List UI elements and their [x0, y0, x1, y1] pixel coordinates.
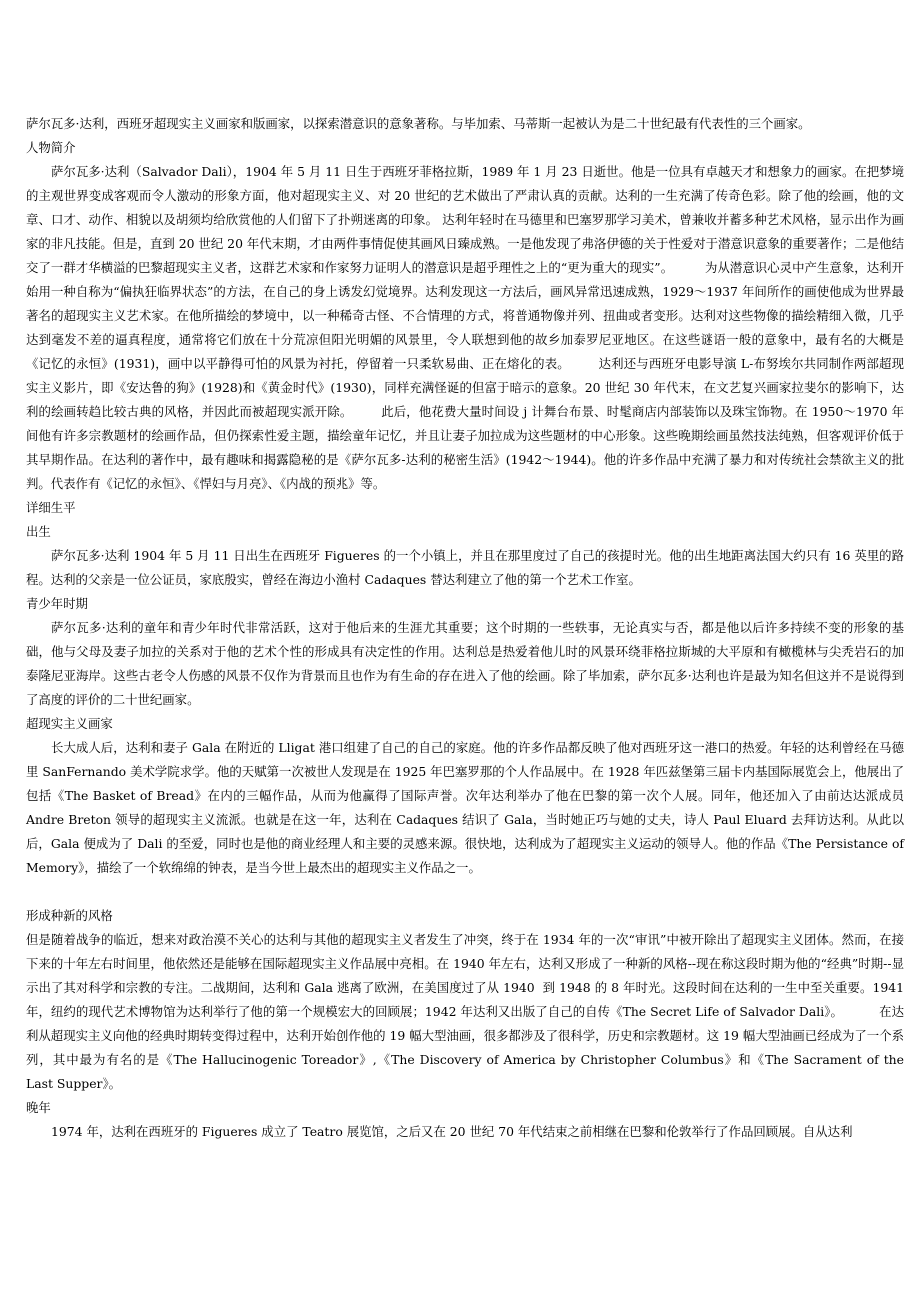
intro-paragraph: 萨尔瓦多·达利，西班牙超现实主义画家和版画家，以探索潜意识的意象著称。与毕加索、马蒂斯一起被认为是二十世纪最有代表性的三个画家。: [26, 116, 811, 131]
birth-heading: 出生: [26, 524, 51, 539]
life-heading: 详细生平: [26, 500, 76, 515]
youth-heading: 青少年时期: [26, 596, 88, 611]
spacer: [26, 880, 904, 904]
surrealist-paragraph: 长大成人后，达利和妻子 Gala 在附近的 Lligat 港口组建了自己的自己的家庭。他的许多作品都反映了他对西班牙这一港口的热爱。年轻的达利曾经在马德里 SanFernando 美术学院求学。他的天赋第一次被世人发现是在 1925 年巴塞罗那的个人作品展中。在 1928 年匹兹堡第三届卡内基国际展览会上，他展出了包括《The Basket of Bread》在内的三幅作品，从而为他赢得了国际声誉。次年达利举办了他在巴黎的第一次个人展。同年，他还加入了由前达达派成员 Andre Breton 领导的超现实主义流派。也就是在这一年，达利在 Cadaques 结识了 Gala，当时她正巧与她的丈夫，诗人 Paul Eluard 去拜访达利。从此以后，Gala 便成为了 Dali 的至爱，同时也是他的商业经理人和主要的灵感来源。很快地，达利成为了超现实主义运动的领导人。他的作品《The Persistance of Memory》，描绘了一个软绵绵的钟表，是当今世上最杰出的超现实主义作品之一。: [26, 740, 908, 875]
birth-paragraph: 萨尔瓦多·达利 1904 年 5 月 11 日出生在西班牙 Figueres 的一个小镇上，并且在那里度过了自己的孩提时光。他的出生地距离法国大约只有 16 英里的路程。达利的父亲是一位公证员，家底殷实，曾经在海边小渔村 Cadaques 替达利建立了他的第一个艺术工作室。: [26, 548, 904, 587]
profile-heading: 人物简介: [26, 140, 76, 155]
surrealist-heading: 超现实主义画家: [26, 716, 113, 731]
late-years-paragraph: 1974 年，达利在西班牙的 Figueres 成立了 Teatro 展览馆，之后又在 20 世纪 70 年代结束之前相继在巴黎和伦敦举行了作品回顾展。自从达利: [51, 1124, 853, 1139]
youth-paragraph: 萨尔瓦多·达利的童年和青少年时代非常活跃，这对于他后来的生涯尤其重要；这个时期的一些轶事，无论真实与否，都是他以后许多持续不变的形象的基础，他与父母及妻子加拉的关系对于他的艺术个性的形成具有决定性的作用。达利总是热爱着他儿时的风景环绕菲格拉斯城的大平原和有橄榄林与尖秃岩石的加泰隆尼亚海岸。这些古老令人伤感的风景不仅作为背景而且也作为有生命的存在进入了他的绘画。除了毕加索，萨尔瓦多·达利也许是最为知名但这并不是说得到了高度的评价的二十世纪画家。: [26, 620, 904, 707]
new-style-heading: 形成种新的风格: [26, 908, 113, 923]
document-body: [26, 112, 908, 1144]
late-years-heading: 晚年: [26, 1100, 51, 1115]
new-style-paragraph: 但是随着战争的临近，想来对政治漠不关心的达利与其他的超现实主义者发生了冲突，终于在 1934 年的一次“审讯”中被开除出了超现实主义团体。然而，在接下来的十年左右时间里，他依然还是能够在国际超现实主义作品展中亮相。在 1940 年左右，达利又形成了一种新的风格--现在称这段时期为他的“经典”时期--显示出了其对科学和宗教的专注。二战期间，达利和 Gala 逃离了欧洲，在美国度过了从 1940 到 1948 的 8 年时光。这段时间在达利的一生中至关重要。1941 年，纽约的现代艺术博物馆为达利举行了他的第一个规模宏大的回顾展；1942 年达利又出版了自己的自传《The Secret Life of Salvador Dali》。 在达利从超现实主义向他的经典时期转变得过程中，达利开始创作他的 19 幅大型油画，很多都涉及了很科学，历史和宗教题材。这 19 幅大型油画已经成为了一个系列，其中最为有名的是《The Hallucinogenic Toreador》,《The Discovery of America by Christopher Columbus》和《The Sacrament of the Last Supper》。: [26, 932, 908, 1091]
profile-paragraph: 萨尔瓦多·达利（Salvador Dali），1904 年 5 月 11 日生于西班牙菲格拉斯，1989 年 1 月 23 日逝世。他是一位具有卓越天才和想象力的画家。在把梦境的主观世界变成客观而令人激动的形象方面，他对超现实主义、对 20 世纪的艺术做出了严肃认真的贡献。达利的一生充满了传奇色彩。除了他的绘画，他的文章、口才、动作、相貌以及胡须均给欣赏他的人们留下了扑朔迷离的印象。 达利年轻时在马德里和巴塞罗那学习美术，曾兼收并蓄多种艺术风格，显示出作为画家的非凡技能。但是，直到 20 世纪 20 年代末期，才由两件事情促使其画风日臻成熟。一是他发现了弗洛伊德的关于性爱对于潜意识意象的重要著作；二是他结交了一群才华横溢的巴黎超现实主义者，这群艺术家和作家努力证明人的潜意识是超乎理性之上的“更为重大的现实”。 为从潜意识心灵中产生意象，达利开始用一种自称为“偏执狂临界状态”的方法，在自己的身上诱发幻觉境界。达利发现这一方法后，画风异常迅速成熟，1929～1937 年间所作的画使他成为世界最著名的超现实主义艺术家。在他所描绘的梦境中，以一种稀奇古怪、不合情理的方式，将普通物像并列、扭曲或者变形。达利对这些物像的描绘精细入微，几乎达到毫发不差的逼真程度，通常将它们放在十分荒凉但阳光明媚的风景里，令人联想到他的故乡加泰罗尼亚地区。在这些谜语一般的意象中，最有名的大概是《记忆的永恒》(1931)，画中以平静得可怕的风景为衬托，停留着一只柔软易曲、正在熔化的表。 达利还与西班牙电影导演 L-布努埃尔共同制作两部超现实主义影片，即《安达鲁的狗》(1928)和《黄金时代》(1930)，同样充满怪诞的但富于暗示的意象。20 世纪 30 年代末，在文艺复兴画家拉斐尔的影响下，达利的绘画转趋比较古典的风格，并因此而被超现实派开除。 此后，他花费大量时间设 j 计舞台布景、时髦商店内部装饰以及珠宝饰物。在 1950～1970 年间他有许多宗教题材的绘画作品，但仍探索性爱主题，描绘童年记忆，并且让妻子加拉成为这些题材的中心形象。这些晚期绘画虽然技法纯熟，但客观评价低于其早期作品。在达利的著作中，最有趣味和揭露隐秘的是《萨尔瓦多-达利的秘密生活》(1942～1944)。他的许多作品中充满了暴力和对传统社会禁欲主义的批判。代表作有《记忆的永恒》、《悍妇与月亮》、《内战的预兆》等。: [26, 164, 904, 491]
